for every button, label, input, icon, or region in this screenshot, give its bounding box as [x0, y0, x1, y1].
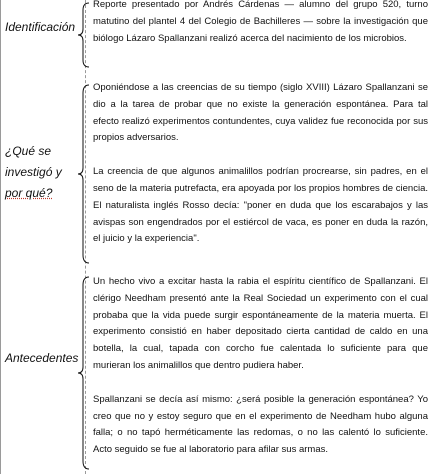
- row-label-que-se-investigo: [5, 141, 62, 204]
- brace-identificacion: [76, 2, 90, 68]
- label-line: ¿Qué se: [5, 144, 52, 158]
- row-text-que-se-investigo: [93, 80, 428, 248]
- paragraph: La creencia de que algunos animalillos podrían procrearse, sin padres, en el seno de la materia putrefacta, era apoyada por los propios hombres de ciencia. El naturalista inglés Rosso decía: "poner en duda que los escarabajos y las avispas son engendrados por el estiércol de vaca, es poner en duda la razón, el juicio y la experiencia".: [93, 166, 428, 245]
- brace-que-se-investigo: [76, 84, 90, 264]
- paragraph: Un hecho vivo a excitar hasta la rabia el espíritu científico de Spallanzani. El clérigo Needham presentó ante la Real Sociedad un experimento con el cual probaba que la vida puede surgir espontáneamente de la materia muerta. El experimento consistió en haber depositado cierta cantidad de caldo en una botella, la cual, tapada con corcho fue calentada lo suficiente para que murieran los animalillos que dentro pudiera haber.: [93, 276, 428, 371]
- row-text-antecedentes: [93, 274, 428, 459]
- label-line: por qué?: [5, 186, 53, 200]
- paragraph: Reporte presentado por Andrés Cárdenas — alumno del grupo 520, turno matutino del plantel 4 del Colegio de Bachilleres — sobre la investigación que biólogo Lázaro Spallanzani realizó acerca del nacimiento de los microbios.: [93, 0, 428, 44]
- paragraph: Oponiéndose a las creencias de su tiempo (siglo XVIII) Lázaro Spallanzani se dio a la tarea de probar que no existe la generación espontánea. Para tal efecto realizó experimentos contundentes, cuya validez fue reconocida por sus propios adversarios.: [93, 82, 428, 144]
- paragraph: Spallanzani se decía así mismo: ¿será posible la generación espontánea? Yo creo que no y estoy seguro que en el experimento de Needham hubo alguna falla; o no tapó herméticamente las redomas, o no las calentó lo suficiente. Acto seguido se fue al laboratorio para afilar sus armas.: [93, 393, 428, 456]
- label-line: Antecedentes: [5, 351, 79, 365]
- row-text-identificacion: [93, 0, 428, 47]
- label-line: investigó y: [5, 165, 62, 179]
- label-line: Identificación: [5, 20, 76, 34]
- brace-antecedentes: [76, 276, 90, 470]
- row-label-identificacion: [5, 17, 75, 38]
- row-label-antecedentes: [5, 348, 78, 369]
- page-left-edge: [0, 0, 1, 474]
